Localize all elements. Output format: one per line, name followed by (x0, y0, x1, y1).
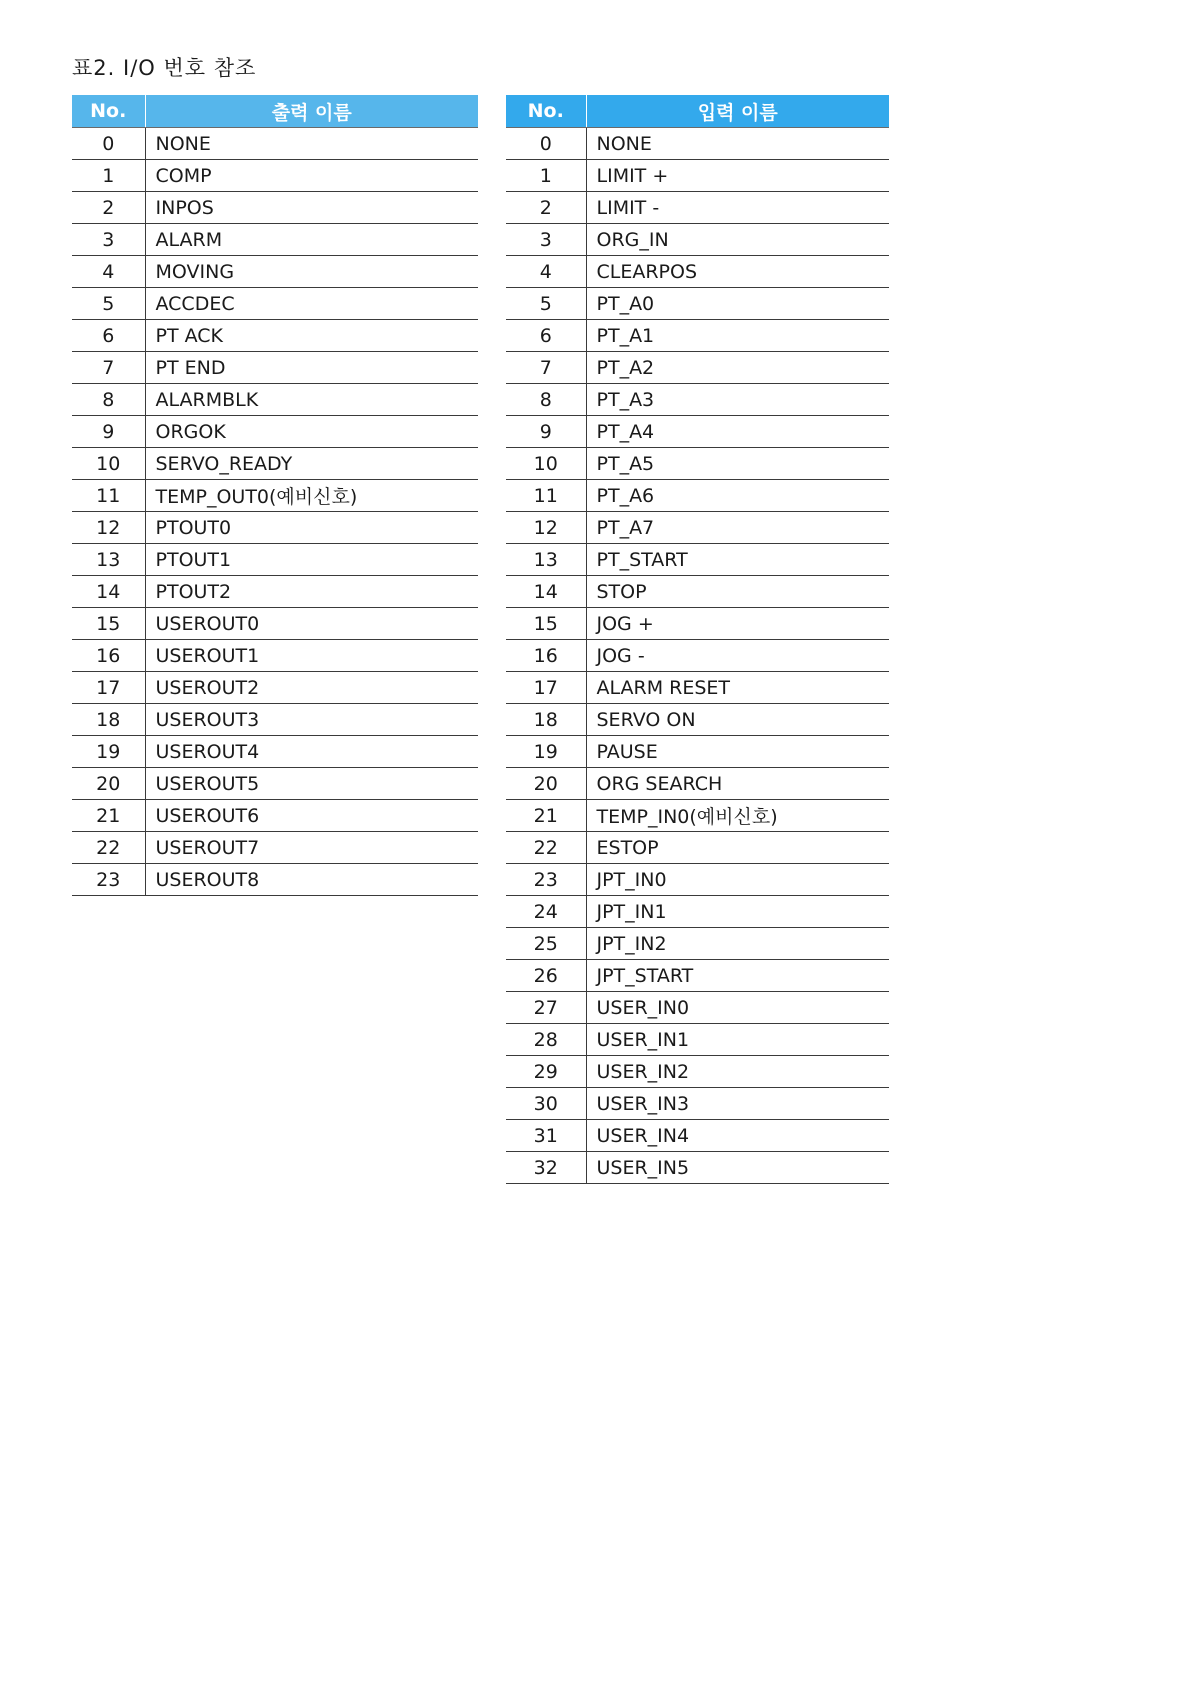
table-row (506, 544, 889, 576)
table-row (72, 544, 478, 576)
row-number: 3 (72, 224, 145, 256)
table-row (72, 384, 478, 416)
input-table-header-row (506, 95, 889, 128)
signal-name: USEROUT6 (145, 800, 478, 832)
table-row (506, 1088, 889, 1120)
signal-name: PTOUT0 (145, 512, 478, 544)
signal-name: PT_A7 (586, 512, 889, 544)
table-row (506, 1024, 889, 1056)
signal-name: PT_A5 (586, 448, 889, 480)
signal-name: PT_A6 (586, 480, 889, 512)
signal-name: JPT_IN1 (586, 896, 889, 928)
signal-name: PT ACK (145, 320, 478, 352)
row-number: 27 (506, 992, 586, 1024)
table-row (72, 768, 478, 800)
table-row (506, 992, 889, 1024)
signal-name: STOP (586, 576, 889, 608)
table-row (506, 672, 889, 704)
table-row (72, 608, 478, 640)
signal-name: NONE (145, 128, 478, 160)
signal-name: INPOS (145, 192, 478, 224)
row-number: 2 (506, 192, 586, 224)
signal-name: ALARM RESET (586, 672, 889, 704)
table-row (72, 800, 478, 832)
table-row (72, 352, 478, 384)
table-row (506, 192, 889, 224)
row-number: 13 (506, 544, 586, 576)
signal-name: NONE (586, 128, 889, 160)
input-header-no: No. (506, 95, 586, 128)
signal-name: SERVO ON (586, 704, 889, 736)
row-number: 28 (506, 1024, 586, 1056)
row-number: 10 (72, 448, 145, 480)
table-row (506, 896, 889, 928)
row-number: 6 (506, 320, 586, 352)
row-number: 7 (72, 352, 145, 384)
row-number: 0 (72, 128, 145, 160)
signal-name: JPT_START (586, 960, 889, 992)
table-row (506, 640, 889, 672)
row-number: 8 (506, 384, 586, 416)
row-number: 2 (72, 192, 145, 224)
table-row (72, 832, 478, 864)
signal-name: ORG_IN (586, 224, 889, 256)
table-row (506, 320, 889, 352)
table-row (72, 576, 478, 608)
row-number: 22 (506, 832, 586, 864)
signal-name: USER_IN3 (586, 1088, 889, 1120)
signal-name: JPT_IN0 (586, 864, 889, 896)
table-row (506, 960, 889, 992)
signal-name: PTOUT1 (145, 544, 478, 576)
output-table-header-row (72, 95, 478, 128)
table-row (72, 448, 478, 480)
row-number: 26 (506, 960, 586, 992)
row-number: 18 (72, 704, 145, 736)
signal-name: USER_IN4 (586, 1120, 889, 1152)
table-row (506, 928, 889, 960)
row-number: 18 (506, 704, 586, 736)
table-row (506, 416, 889, 448)
row-number: 22 (72, 832, 145, 864)
signal-name: PT_A1 (586, 320, 889, 352)
row-number: 20 (506, 768, 586, 800)
output-header-no: No. (72, 95, 145, 128)
row-number: 24 (506, 896, 586, 928)
row-number: 8 (72, 384, 145, 416)
row-number: 10 (506, 448, 586, 480)
row-number: 17 (72, 672, 145, 704)
table-row (72, 736, 478, 768)
table-row (506, 704, 889, 736)
input-table-body (506, 128, 889, 1184)
table-row (506, 576, 889, 608)
row-number: 5 (506, 288, 586, 320)
table-row (506, 160, 889, 192)
signal-name: USER_IN1 (586, 1024, 889, 1056)
signal-name: USER_IN2 (586, 1056, 889, 1088)
table-row (506, 288, 889, 320)
signal-name: USEROUT3 (145, 704, 478, 736)
table-row (506, 384, 889, 416)
signal-name: PT_A4 (586, 416, 889, 448)
row-number: 32 (506, 1152, 586, 1184)
table-row (72, 416, 478, 448)
row-number: 11 (506, 480, 586, 512)
table-row (506, 832, 889, 864)
table-row (506, 736, 889, 768)
table-row (506, 256, 889, 288)
table-row (506, 128, 889, 160)
row-number: 31 (506, 1120, 586, 1152)
table-row (72, 640, 478, 672)
signal-name: CLEARPOS (586, 256, 889, 288)
table-row (72, 864, 478, 896)
row-number: 16 (72, 640, 145, 672)
table-row (72, 672, 478, 704)
signal-name: PTOUT2 (145, 576, 478, 608)
row-number: 1 (506, 160, 586, 192)
signal-name: ORG SEARCH (586, 768, 889, 800)
table-row (72, 320, 478, 352)
row-number: 0 (506, 128, 586, 160)
signal-name: LIMIT - (586, 192, 889, 224)
row-number: 19 (506, 736, 586, 768)
signal-name: ALARMBLK (145, 384, 478, 416)
signal-name: PT_A3 (586, 384, 889, 416)
signal-name: USEROUT4 (145, 736, 478, 768)
row-number: 20 (72, 768, 145, 800)
table-row (506, 224, 889, 256)
signal-name: JOG + (586, 608, 889, 640)
table-row (506, 1120, 889, 1152)
signal-name: USER_IN5 (586, 1152, 889, 1184)
table-row (72, 704, 478, 736)
signal-name: PT_START (586, 544, 889, 576)
table-row (506, 608, 889, 640)
table-row (72, 192, 478, 224)
signal-name: ALARM (145, 224, 478, 256)
table-row (72, 288, 478, 320)
signal-name: PT END (145, 352, 478, 384)
table-row (72, 160, 478, 192)
signal-name: ORGOK (145, 416, 478, 448)
signal-name: PT_A2 (586, 352, 889, 384)
table-row (506, 480, 889, 512)
output-table (72, 95, 478, 896)
row-number: 21 (506, 800, 586, 832)
table-row (506, 768, 889, 800)
row-number: 21 (72, 800, 145, 832)
row-number: 5 (72, 288, 145, 320)
table-row (72, 480, 478, 512)
table-row (506, 1152, 889, 1184)
table-row (506, 512, 889, 544)
row-number: 11 (72, 480, 145, 512)
signal-name: ACCDEC (145, 288, 478, 320)
row-number: 4 (72, 256, 145, 288)
row-number: 17 (506, 672, 586, 704)
row-number: 19 (72, 736, 145, 768)
table-row (72, 512, 478, 544)
row-number: 23 (72, 864, 145, 896)
signal-name: USEROUT7 (145, 832, 478, 864)
signal-name: PAUSE (586, 736, 889, 768)
row-number: 14 (72, 576, 145, 608)
signal-name: USEROUT2 (145, 672, 478, 704)
row-number: 15 (72, 608, 145, 640)
row-number: 12 (72, 512, 145, 544)
signal-name: COMP (145, 160, 478, 192)
signal-name: SERVO_READY (145, 448, 478, 480)
output-table-body (72, 128, 478, 896)
signal-name: LIMIT + (586, 160, 889, 192)
signal-name: PT_A0 (586, 288, 889, 320)
signal-name: JPT_IN2 (586, 928, 889, 960)
signal-name: TEMP_OUT0(예비신호) (145, 480, 478, 512)
table-row (72, 256, 478, 288)
row-number: 7 (506, 352, 586, 384)
table-row (506, 1056, 889, 1088)
signal-name: TEMP_IN0(예비신호) (586, 800, 889, 832)
row-number: 23 (506, 864, 586, 896)
table-row (72, 224, 478, 256)
row-number: 14 (506, 576, 586, 608)
signal-name: USER_IN0 (586, 992, 889, 1024)
table-row (506, 800, 889, 832)
signal-name: USEROUT5 (145, 768, 478, 800)
row-number: 1 (72, 160, 145, 192)
row-number: 16 (506, 640, 586, 672)
row-number: 13 (72, 544, 145, 576)
signal-name: JOG - (586, 640, 889, 672)
signal-name: MOVING (145, 256, 478, 288)
row-number: 30 (506, 1088, 586, 1120)
output-header-name: 출력 이름 (145, 95, 478, 128)
row-number: 29 (506, 1056, 586, 1088)
signal-name: USEROUT1 (145, 640, 478, 672)
table-row (72, 128, 478, 160)
table-row (506, 864, 889, 896)
row-number: 6 (72, 320, 145, 352)
row-number: 25 (506, 928, 586, 960)
row-number: 12 (506, 512, 586, 544)
signal-name: ESTOP (586, 832, 889, 864)
row-number: 9 (72, 416, 145, 448)
signal-name: USEROUT8 (145, 864, 478, 896)
signal-name: USEROUT0 (145, 608, 478, 640)
input-table (506, 95, 889, 1184)
table-caption: 표2. I/O 번호 참조 (72, 56, 257, 80)
table-row (506, 448, 889, 480)
input-header-name: 입력 이름 (586, 95, 889, 128)
row-number: 4 (506, 256, 586, 288)
row-number: 9 (506, 416, 586, 448)
row-number: 15 (506, 608, 586, 640)
row-number: 3 (506, 224, 586, 256)
table-row (506, 352, 889, 384)
